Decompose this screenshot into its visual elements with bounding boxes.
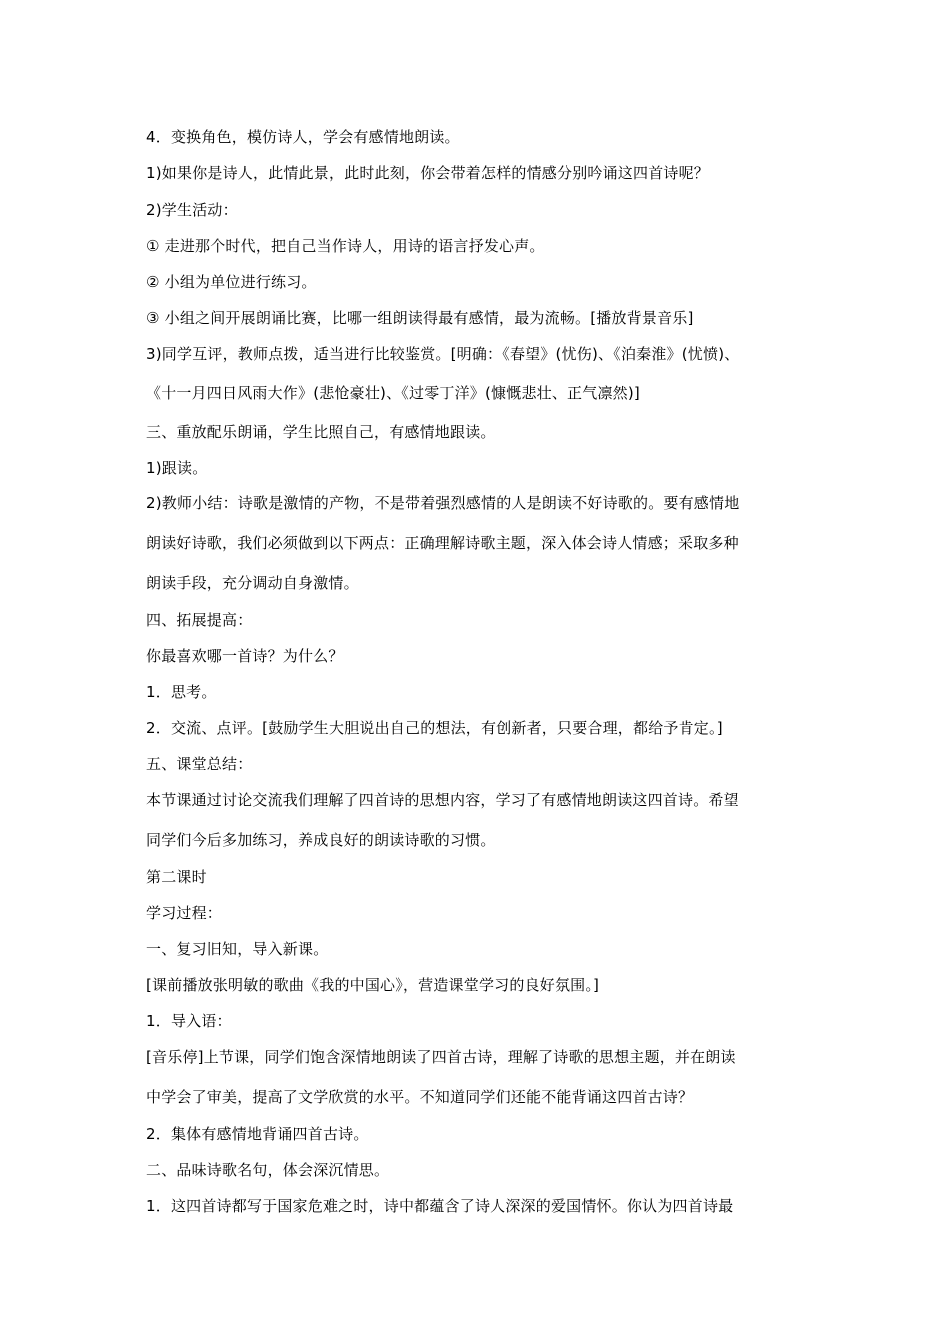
text-line: 2)教师小结：诗歌是激情的产物，不是带着强烈感情的人是朗读不好诗歌的。要有感情地 bbox=[146, 494, 740, 512]
text-line: 朗读手段，充分调动自身激情。 bbox=[146, 574, 359, 592]
text-line: 中学会了审美，提高了文学欣赏的水平。不知道同学们还能不能背诵这四首古诗？ bbox=[146, 1088, 694, 1106]
text-line: ③ 小组之间开展朗诵比赛，比哪一组朗读得最有感情，最为流畅。[播放背景音乐] bbox=[146, 309, 694, 327]
text-line: ② 小组为单位进行练习。 bbox=[146, 273, 317, 291]
text-line: 三、重放配乐朗诵，学生比照自己，有感情地跟读。 bbox=[146, 423, 496, 441]
text-line: 3)同学互评，教师点拨，适当进行比较鉴赏。[明确：《春望》(忧伤)、《泊秦淮》(忧愤)、 bbox=[146, 345, 740, 363]
text-line: 一、复习旧知，导入新课。 bbox=[146, 940, 329, 958]
text-line: 4．变换角色，模仿诗人，学会有感情地朗读。 bbox=[146, 128, 460, 146]
text-line: [音乐停]上节课，同学们饱含深情地朗读了四首古诗，理解了诗歌的思想主题，并在朗读 bbox=[146, 1048, 736, 1066]
text-line: 2)学生活动： bbox=[146, 201, 238, 219]
text-line: 二、品味诗歌名句，体会深沉情思。 bbox=[146, 1161, 390, 1179]
text-line: 第二课时 bbox=[146, 868, 207, 886]
text-line: 2．集体有感情地背诵四首古诗。 bbox=[146, 1125, 369, 1143]
text-line: 1．思考。 bbox=[146, 683, 217, 701]
text-line: 1．导入语： bbox=[146, 1012, 232, 1030]
text-line: 1．这四首诗都写于国家危难之时，诗中都蕴含了诗人深深的爱国情怀。你认为四首诗最 bbox=[146, 1197, 734, 1215]
text-line: 《十一月四日风雨大作》(悲怆豪壮)、《过零丁洋》(慷慨悲壮、正气凛然)] bbox=[146, 384, 640, 402]
text-line: 学习过程： bbox=[146, 904, 223, 922]
text-line: 本节课通过讨论交流我们理解了四首诗的思想内容，学习了有感情地朗读这四首诗。希望 bbox=[146, 791, 739, 809]
text-line: 1)如果你是诗人，此情此景，此时此刻，你会带着怎样的情感分别吟诵这四首诗呢？ bbox=[146, 164, 709, 182]
text-line: ① 走进那个时代，把自己当作诗人，用诗的语言抒发心声。 bbox=[146, 237, 545, 255]
text-line: 五、课堂总结： bbox=[146, 755, 253, 773]
text-line: 你最喜欢哪一首诗？为什么？ bbox=[146, 647, 344, 665]
text-line: 同学们今后多加练习，养成良好的朗读诗歌的习惯。 bbox=[146, 831, 496, 849]
text-line: 1)跟读。 bbox=[146, 459, 208, 477]
text-line: [课前播放张明敏的歌曲《我的中国心》，营造课堂学习的良好氛围。] bbox=[146, 976, 600, 994]
text-line: 2．交流、点评。[鼓励学生大胆说出自己的想法，有创新者，只要合理，都给予肯定。] bbox=[146, 719, 723, 737]
text-line: 朗读好诗歌，我们必须做到以下两点：正确理解诗歌主题，深入体会诗人情感；采取多种 bbox=[146, 534, 739, 552]
text-line: 四、拓展提高： bbox=[146, 611, 253, 629]
